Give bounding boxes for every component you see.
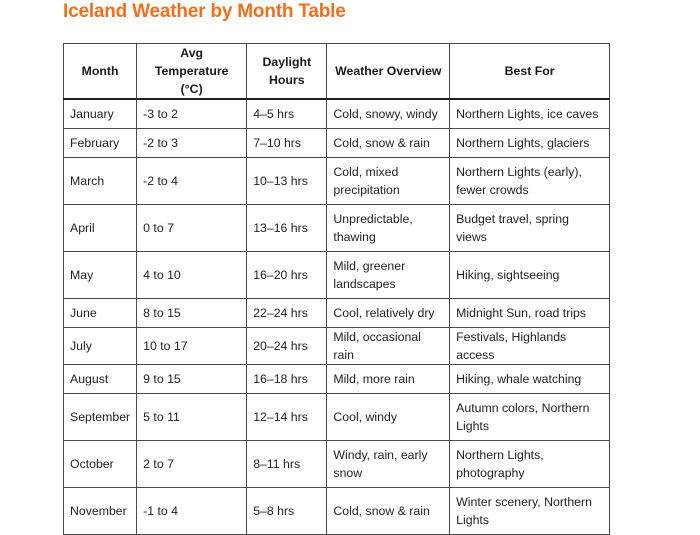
cell-temp: 8 to 15 xyxy=(137,299,247,328)
cell-weather: Cold, snow & rain xyxy=(327,129,450,158)
page-title: Iceland Weather by Month Table xyxy=(63,1,346,22)
cell-month: May xyxy=(64,252,137,299)
cell-weather: Mild, greener landscapes xyxy=(327,252,450,299)
table-row xyxy=(64,252,610,299)
table-row xyxy=(64,99,610,129)
cell-month: August xyxy=(64,365,137,394)
cell-temp: 0 to 7 xyxy=(137,205,247,252)
header-avg-temperature: Avg Temperature (°C) xyxy=(137,44,247,100)
cell-daylight: 12–14 hrs xyxy=(247,394,327,441)
cell-temp: 4 to 10 xyxy=(137,252,247,299)
cell-daylight: 22–24 hrs xyxy=(247,299,327,328)
cell-daylight: 10–13 hrs xyxy=(247,158,327,205)
cell-month: April xyxy=(64,205,137,252)
cell-month: October xyxy=(64,441,137,488)
cell-daylight: 16–20 hrs xyxy=(247,252,327,299)
cell-best-for: Northern Lights, glaciers xyxy=(450,129,610,158)
table-header-row xyxy=(64,44,610,100)
table-row xyxy=(64,158,610,205)
header-month: Month xyxy=(64,44,137,100)
cell-weather: Cool, relatively dry xyxy=(327,299,450,328)
cell-month: January xyxy=(64,99,137,129)
cell-best-for: Midnight Sun, road trips xyxy=(450,299,610,328)
cell-temp: -2 to 3 xyxy=(137,129,247,158)
cell-best-for: Winter scenery, Northern Lights xyxy=(450,488,610,535)
header-daylight-hours: Daylight Hours xyxy=(247,44,327,100)
cell-month: March xyxy=(64,158,137,205)
table-row xyxy=(64,205,610,252)
cell-month: June xyxy=(64,299,137,328)
cell-daylight: 8–11 hrs xyxy=(247,441,327,488)
cell-daylight: 16–18 hrs xyxy=(247,365,327,394)
header-best-for: Best For xyxy=(450,44,610,100)
cell-daylight: 7–10 hrs xyxy=(247,129,327,158)
cell-month: July xyxy=(64,328,137,365)
cell-temp: 9 to 15 xyxy=(137,365,247,394)
cell-weather: Cool, windy xyxy=(327,394,450,441)
table-row xyxy=(64,365,610,394)
cell-best-for: Festivals, Highlands access xyxy=(450,328,610,365)
cell-best-for: Autumn colors, Northern Lights xyxy=(450,394,610,441)
header-weather-overview: Weather Overview xyxy=(327,44,450,100)
cell-best-for: Hiking, sightseeing xyxy=(450,252,610,299)
cell-weather: Unpredictable, thawing xyxy=(327,205,450,252)
cell-temp: 5 to 11 xyxy=(137,394,247,441)
cell-month: November xyxy=(64,488,137,535)
cell-best-for: Budget travel, spring views xyxy=(450,205,610,252)
cell-weather: Cold, snowy, windy xyxy=(327,99,450,129)
cell-weather: Mild, more rain xyxy=(327,365,450,394)
table-row xyxy=(64,394,610,441)
cell-weather: Cold, snow & rain xyxy=(327,488,450,535)
cell-daylight: 5–8 hrs xyxy=(247,488,327,535)
table-row xyxy=(64,129,610,158)
cell-daylight: 4–5 hrs xyxy=(247,99,327,129)
cell-best-for: Northern Lights, ice caves xyxy=(450,99,610,129)
cell-temp: -2 to 4 xyxy=(137,158,247,205)
cell-weather: Cold, mixed precipitation xyxy=(327,158,450,205)
cell-daylight: 20–24 hrs xyxy=(247,328,327,365)
cell-temp: 2 to 7 xyxy=(137,441,247,488)
cell-best-for: Northern Lights (early), fewer crowds xyxy=(450,158,610,205)
cell-best-for: Hiking, whale watching xyxy=(450,365,610,394)
cell-daylight: 13–16 hrs xyxy=(247,205,327,252)
weather-table xyxy=(63,43,610,535)
cell-temp: -3 to 2 xyxy=(137,99,247,129)
cell-weather: Mild, occasional rain xyxy=(327,328,450,365)
table-row xyxy=(64,488,610,535)
cell-month: September xyxy=(64,394,137,441)
cell-temp: -1 to 4 xyxy=(137,488,247,535)
cell-temp: 10 to 17 xyxy=(137,328,247,365)
table-row xyxy=(64,299,610,328)
table-row xyxy=(64,328,610,365)
table-row xyxy=(64,441,610,488)
cell-month: February xyxy=(64,129,137,158)
cell-weather: Windy, rain, early snow xyxy=(327,441,450,488)
cell-best-for: Northern Lights, photography xyxy=(450,441,610,488)
